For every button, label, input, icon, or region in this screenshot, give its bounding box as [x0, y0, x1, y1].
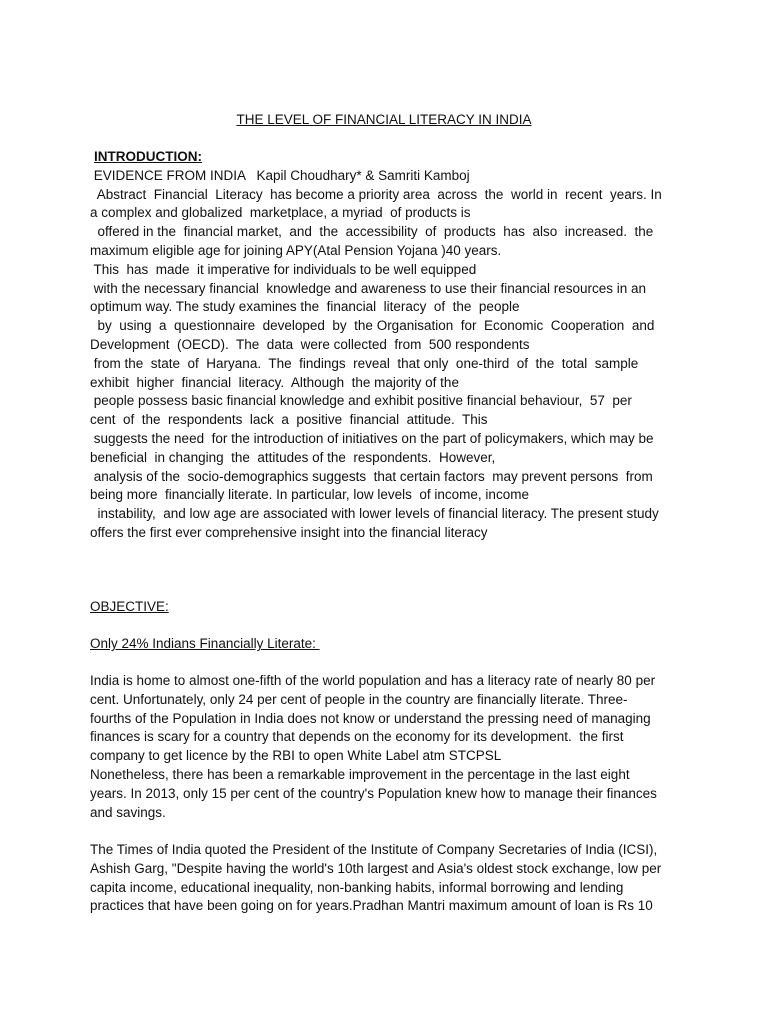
paragraph-line: finances is scary for a country that depends on the economy for its development. the first: [90, 729, 624, 745]
objective-heading: OBJECTIVE:: [90, 599, 169, 614]
paragraph-line: practices that have been going on for years.Pradhan Mantri maximum amount of loan is Rs 10: [90, 898, 653, 914]
objective-subheading: Only 24% Indians Financially Literate:: [90, 636, 320, 651]
intro-line: by using a questionnaire developed by the Organisation for Economic Cooperation and: [90, 318, 655, 334]
intro-line: analysis of the socio-demographics suggests that certain factors may prevent persons from: [90, 468, 653, 484]
objective-subheading-block: [90, 635, 680, 654]
paragraph-line: fourths of the Population in India does not know or understand the pressing need of managing: [90, 710, 651, 726]
intro-line: from the state of Haryana. The findings reveal that only one-third of the total sample: [90, 355, 639, 371]
paragraph-line: and savings.: [90, 804, 166, 820]
paragraph-line: cent. Unfortunately, only 24 per cent of people in the country are financially literate. Three-: [90, 691, 628, 707]
intro-line: a complex and globalized marketplace, a myriad of products is: [90, 205, 471, 221]
paragraph-line: years. In 2013, only 15 per cent of the country's Population knew how to manage their finances: [90, 785, 657, 801]
intro-line: beneficial in changing the attitudes of the respondents. However,: [90, 449, 496, 465]
intro-line: maximum eligible age for joining APY(Atal Pension Yojana )40 years.: [90, 242, 502, 258]
intro-line: exhibit higher financial literacy. Although the majority of the: [90, 374, 459, 390]
paragraph-line: company to get licence by the RBI to open White Label atm STCPSL: [90, 748, 502, 764]
paragraph-line: Ashish Garg, "Despite having the world's 10th largest and Asia's oldest stock exchange, low per: [90, 860, 662, 876]
paragraph-financial-literacy: [90, 672, 680, 822]
paragraph-line: Nonetheless, there has been a remarkable improvement in the percentage in the last eight: [90, 766, 630, 782]
intro-line: This has made it imperative for individuals to be well equipped: [90, 261, 477, 277]
intro-line: EVIDENCE FROM INDIA Kapil Choudhary* & Samriti Kamboj: [90, 167, 470, 183]
document-title: THE LEVEL OF FINANCIAL LITERACY IN INDIA: [236, 112, 532, 127]
intro-line: suggests the need for the introduction of initiatives on the part of policymakers, which may be: [90, 430, 654, 446]
intro-line: people possess basic financial knowledge and exhibit positive financial behaviour, 57 per: [90, 393, 632, 409]
intro-line: offered in the financial market, and the accessibility of products has also increased. the: [90, 224, 654, 240]
objective-heading-block: [90, 598, 680, 617]
intro-line: cent of the respondents lack a positive financial attitude. This: [90, 412, 488, 428]
intro-line: Abstract Financial Literacy has become a priority area across the world in recent years. In: [90, 186, 662, 202]
intro-line: Development (OECD). The data were collected from 500 respondents: [90, 336, 530, 352]
introduction-heading: INTRODUCTION:: [94, 149, 202, 164]
intro-line: with the necessary financial knowledge and awareness to use their financial resources in an: [90, 280, 647, 296]
introduction-heading-line: [90, 148, 680, 167]
intro-line: offers the first ever comprehensive insight into the financial literacy: [90, 524, 488, 540]
intro-line: optimum way. The study examines the financial literacy of the people: [90, 299, 520, 315]
intro-line: instability, and low age are associated with lower levels of financial literacy. The present study: [90, 506, 659, 522]
intro-line: being more financially literate. In particular, low levels of income, income: [90, 487, 529, 503]
paragraph-line: India is home to almost one-fifth of the world population and has a literacy rate of nearly 80 per: [90, 673, 656, 688]
paragraph-line: The Times of India quoted the President of the Institute of Company Secretaries of India (ICSI),: [90, 842, 658, 857]
introduction-section: [90, 148, 680, 543]
paragraph-line: capita income, educational inequality, non-banking habits, informal borrowing and lending: [90, 879, 624, 895]
paragraph-times-of-india: [90, 841, 680, 916]
